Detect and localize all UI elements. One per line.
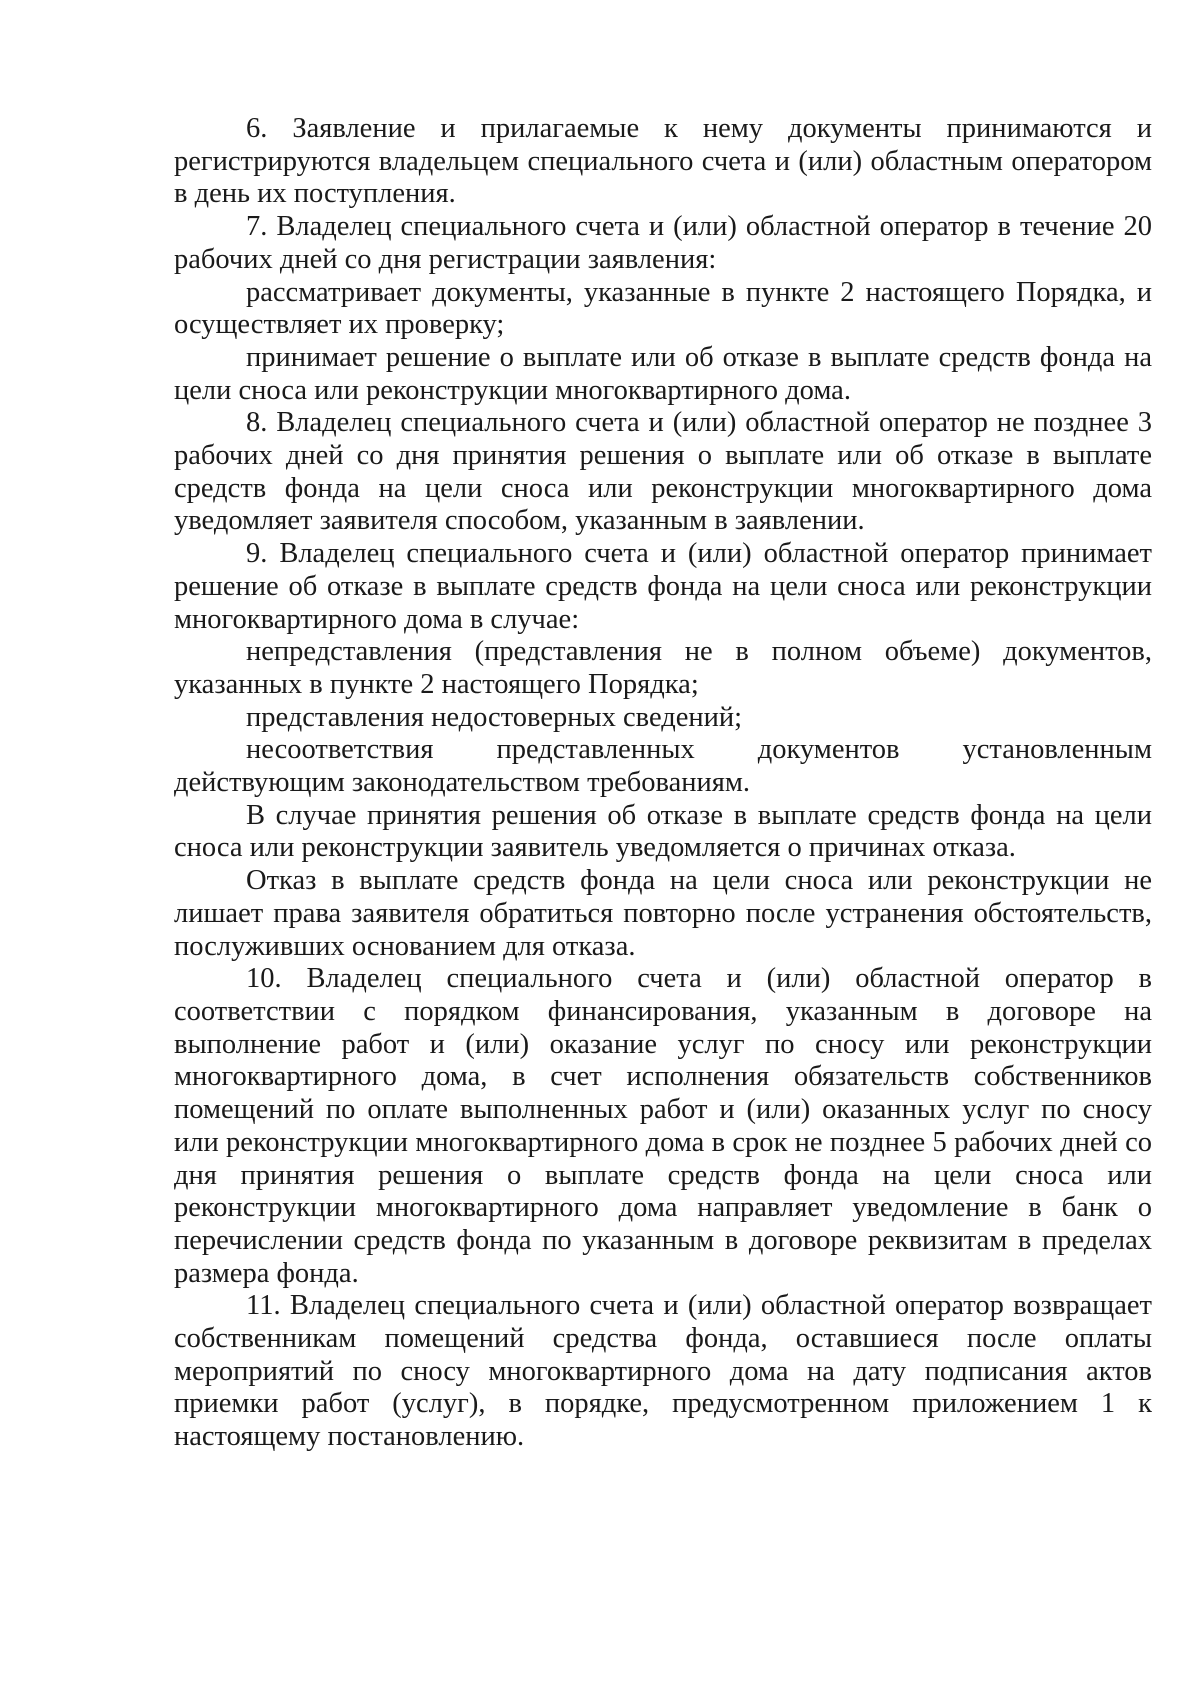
paragraph-9: 9. Владелец специального счета и (или) областной оператор принимает решение об отказе в выплате средств фонда на цели сноса или реконструкции многоквартирного дома в случае: <box>174 538 1152 635</box>
document-body <box>174 113 1152 1454</box>
paragraph-9-refusal-notice: В случае принятия решения об отказе в выплате средств фонда на цели сноса или реконструкции заявитель уведомляется о причинах отказа. <box>174 799 1152 864</box>
paragraph-7: 7. Владелец специального счета и (или) областной оператор в течение 20 рабочих дней со дня регистрации заявления: <box>174 211 1152 275</box>
paragraph-11: 11. Владелец специального счета и (или) областной оператор возвращает собственникам помещений средства фонда, оставшиеся после оплаты мероприятий по сносу многоквартирного дома на дату подписания актов приемки работ (услуг), в порядке, предусмотренном приложением 1 к настоящему постановлению. <box>174 1290 1152 1453</box>
paragraph-9-item-nonsubmission: непредставления (представления не в полном объеме) документов, указанных в пункте 2 настоящего Порядка; <box>174 636 1152 700</box>
paragraph-7-item-review: рассматривает документы, указанные в пункте 2 настоящего Порядка, и осуществляет их проверку; <box>174 276 1152 341</box>
paragraph-6: 6. Заявление и прилагаемые к нему документы принимаются и регистрируются владельцем специального счета и (или) областным оператором в день их поступления. <box>174 113 1152 210</box>
paragraph-9-reapply: Отказ в выплате средств фонда на цели сноса или реконструкции не лишает права заявителя обратиться повторно после устранения обстоятельств, послуживших основанием для отказа. <box>174 865 1152 962</box>
paragraph-9-item-false-info: представления недостоверных сведений; <box>246 701 743 733</box>
paragraph-7-item-decision: принимает решение о выплате или об отказе в выплате средств фонда на цели сноса или реконструкции многоквартирного дома. <box>174 341 1152 406</box>
paragraph-9-item-noncompliance: несоответствия представленных документов установленным действующим законодательством требованиям. <box>174 734 1152 799</box>
paragraph-10: 10. Владелец специального счета и (или) областной оператор в соответствии с порядком финансирования, указанным в договоре на выполнение работ и (или) оказание услуг по сносу или реконструкции многоквартирного дома, в счет исполнения обязательств собственников помещений по оплате выполненных работ и (или) оказанных услуг по сносу или реконструкции многоквартирного дома в срок не позднее 5 рабочих дней со дня принятия решения о выплате средств фонда на цели сноса или реконструкции многоквартирного дома направляет уведомление в банк о перечислении средств фонда по указанным в договоре реквизитам в пределах размера фонда. <box>174 963 1152 1289</box>
paragraph-8: 8. Владелец специального счета и (или) областной оператор не позднее 3 рабочих дней со дня принятия решения о выплате или об отказе в выплате средств фонда на цели сноса или реконструкции многоквартирного дома уведомляет заявителя способом, указанным в заявлении. <box>174 407 1152 537</box>
